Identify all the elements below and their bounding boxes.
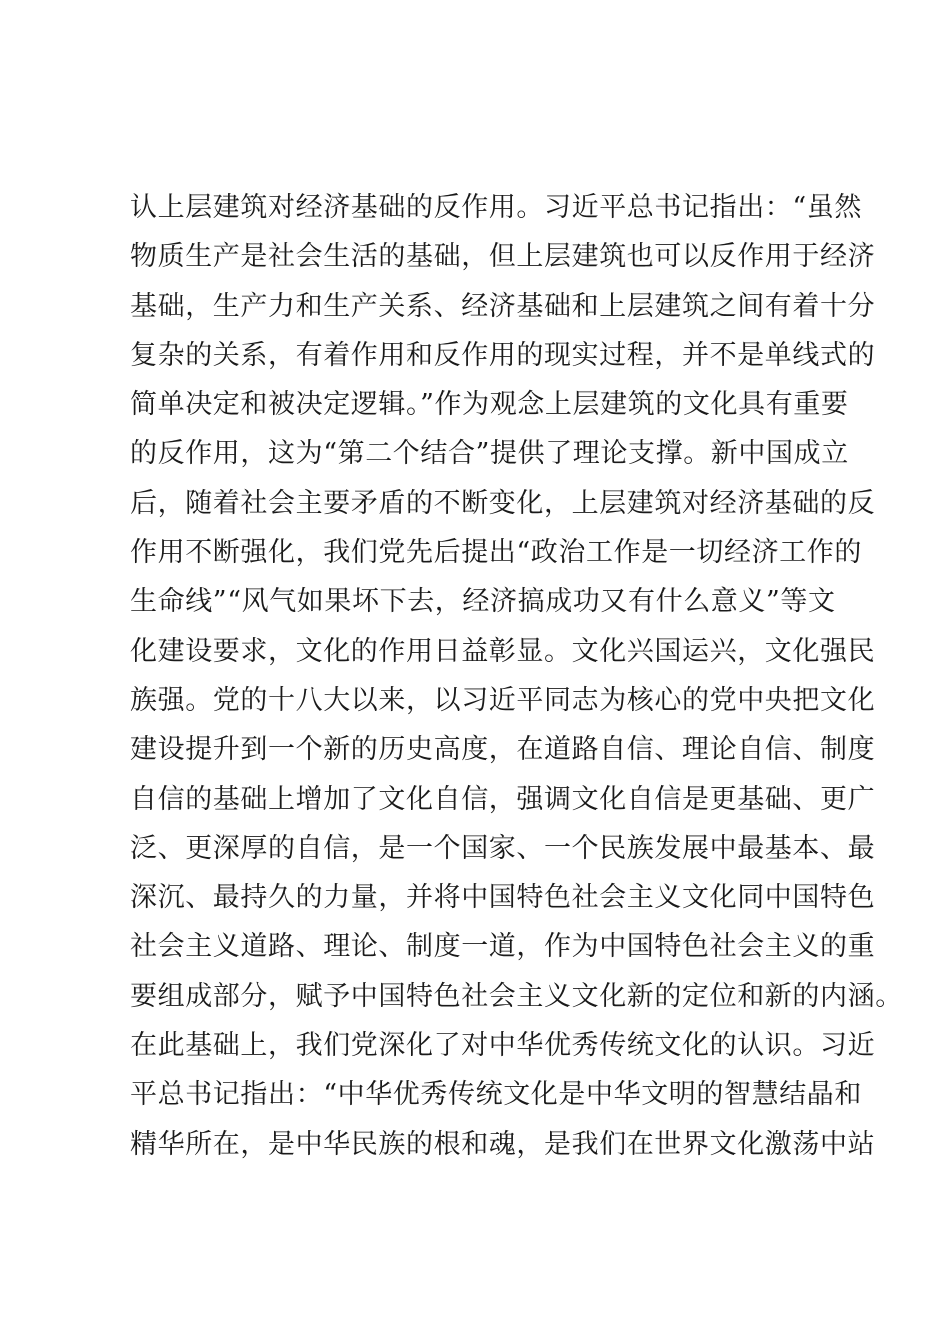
- text-line-3: 基础，生产力和生产关系、经济基础和上层建筑之间有着十分: [130, 290, 876, 322]
- body-text: [130, 183, 903, 1169]
- text-line-16: 社会主义道路、理论、制度一道，作为中国特色社会主义的重: [130, 931, 876, 963]
- text-line-1: 认上层建筑对经济基础的反作用。习近平总书记指出：“虽然: [130, 192, 863, 223]
- text-line-6: 的反作用，这为“第二个结合”提供了理论支撑。新中国成立: [130, 438, 849, 470]
- text-line-10: 化建设要求，文化的作用日益彰显。文化兴国运兴，文化强民: [130, 635, 876, 667]
- text-line-7: 后，随着社会主要矛盾的不断变化，上层建筑对经济基础的反: [130, 487, 876, 519]
- text-line-15: 深沉、最持久的力量，并将中国特色社会主义文化同中国特色: [130, 882, 876, 914]
- text-line-14: 泛、更深厚的自信，是一个国家、一个民族发展中最基本、最: [130, 832, 876, 864]
- text-line-4: 复杂的关系，有着作用和反作用的现实过程，并不是单线式的: [130, 339, 876, 371]
- text-line-17: 要组成部分，赋予中国特色社会主义文化新的定位和新的内涵。: [130, 980, 903, 1012]
- text-line-20: 精华所在，是中华民族的根和魂，是我们在世界文化激荡中站: [130, 1128, 876, 1160]
- text-line-18: 在此基础上，我们党深化了对中华优秀传统文化的认识。习近: [130, 1030, 876, 1062]
- text-line-13: 自信的基础上增加了文化自信，强调文化自信是更基础、更广: [130, 783, 876, 815]
- text-line-12: 建设提升到一个新的历史高度，在道路自信、理论自信、制度: [130, 734, 876, 766]
- text-line-11: 族强。党的十八大以来，以习近平同志为核心的党中央把文化: [130, 684, 876, 716]
- text-line-2: 物质生产是社会生活的基础，但上层建筑也可以反作用于经济: [130, 241, 876, 273]
- text-line-5: 简单决定和被决定逻辑。”作为观念上层建筑的文化具有重要: [130, 389, 849, 421]
- text-line-19: 平总书记指出：“中华优秀传统文化是中华文明的智慧结晶和: [130, 1079, 863, 1111]
- text-line-9: 生命线”“风气如果坏下去，经济搞成功又有什么意义”等文: [130, 586, 836, 618]
- text-line-8: 作用不断强化，我们党先后提出“政治工作是一切经济工作的: [130, 537, 863, 569]
